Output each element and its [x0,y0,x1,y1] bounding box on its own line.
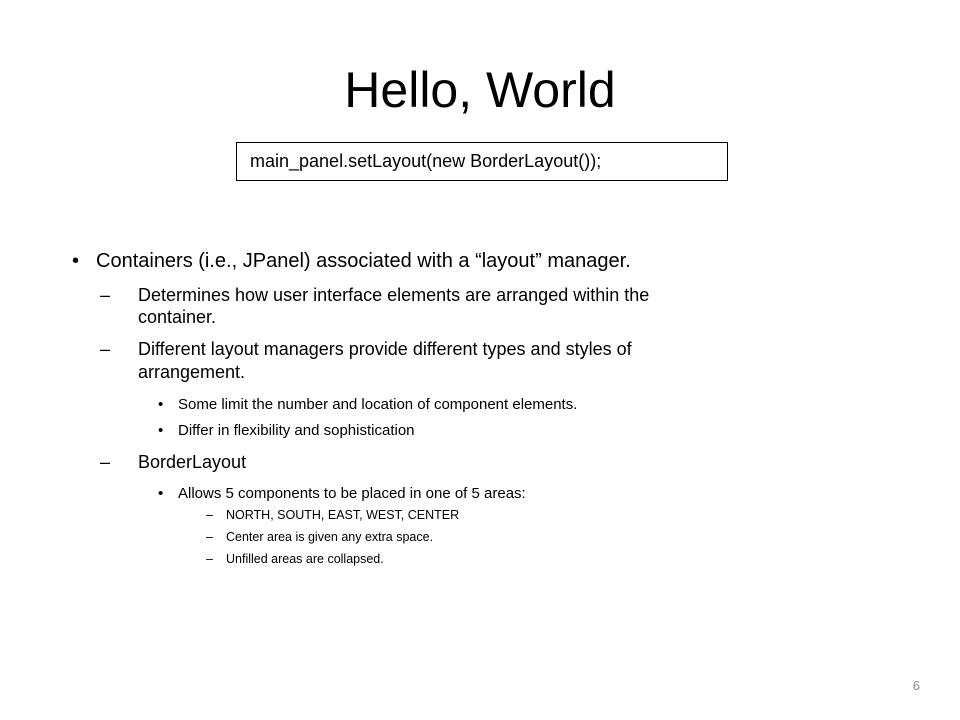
dash-marker: – [206,508,213,522]
bullet-text: Different layout managers provide different types and styles of [138,339,632,359]
bullet-text: Some limit the number and location of component elements. [178,396,578,413]
bullet-text: Differ in flexibility and sophistication [178,422,415,439]
bullet-text: Determines how user interface elements are arranged within the [138,285,650,305]
dash-marker: – [100,339,111,359]
bullet-text: Center area is given any extra space. [226,530,434,544]
bullet-text: arrangement. [138,362,246,382]
bullet-marker: • [72,250,80,272]
slide-title: Hello, World [344,62,616,118]
bullet-marker: • [158,422,164,439]
bullet-marker: • [158,396,164,413]
bullet-text: NORTH, SOUTH, EAST, WEST, CENTER [226,508,460,522]
dash-marker: – [206,530,213,544]
bullet-text: BorderLayout [138,452,247,472]
bullet-text: Containers (i.e., JPanel) associated with a “layout” manager. [96,250,631,272]
bullet-marker: • [158,485,164,502]
dash-marker: – [100,452,111,472]
bullet-text: Allows 5 components to be placed in one of 5 areas: [178,485,526,502]
page-number: 6 [912,678,920,693]
dash-marker: – [206,552,213,566]
bullet-text: Unfilled areas are collapsed. [226,552,384,566]
dash-marker: – [100,285,111,305]
code-snippet-text: main_panel.setLayout(new BorderLayout()); [250,151,602,171]
bullet-text: container. [138,307,217,327]
